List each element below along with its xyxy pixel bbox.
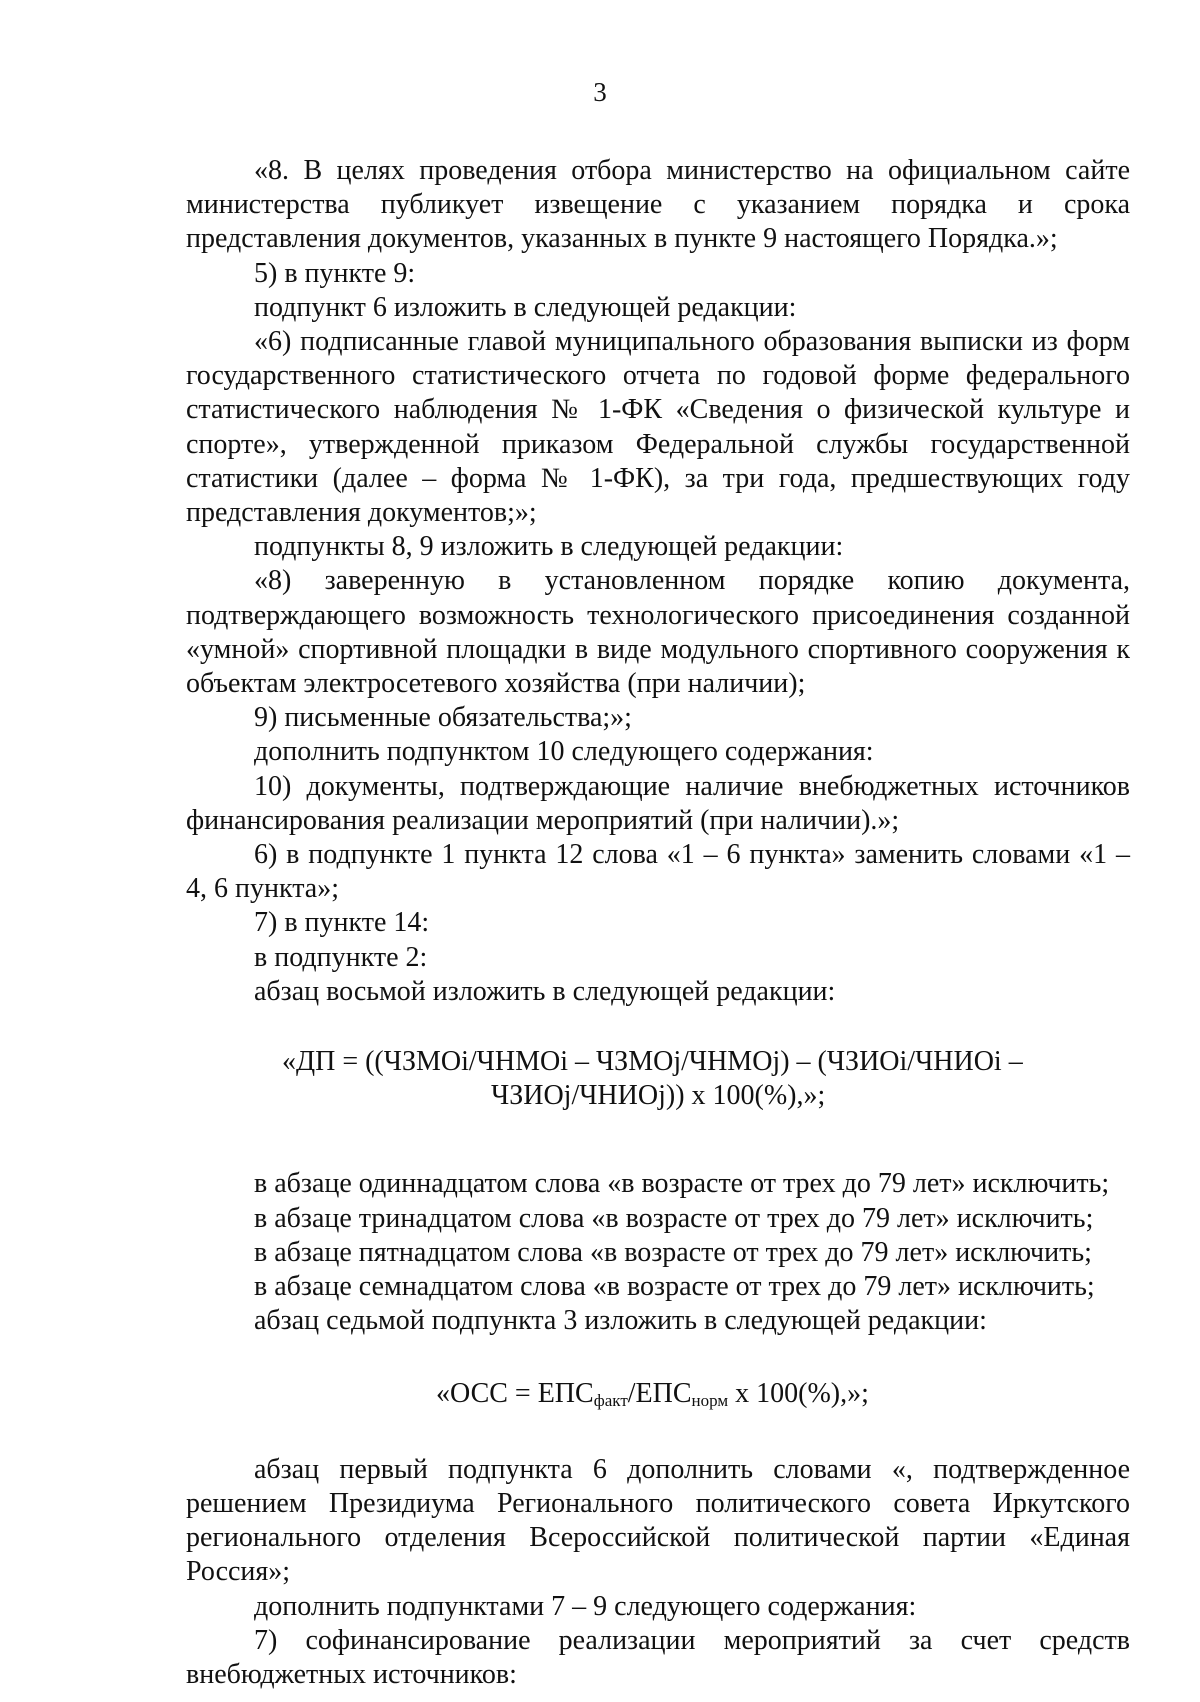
paragraph-subpoint-6-addition: абзац первый подпункта 6 дополнить словами «, подтвержденное решением Президиума Регионального политического совета Иркутского регионального отделения Всероссийской политической партии «Единая Россия»; xyxy=(186,1453,1130,1588)
paragraph-subpoint-9: 9) письменные обязательства;»; xyxy=(254,702,632,734)
paragraph-abzac-17: в абзаце семнадцатом слова «в возрасте от трех до 79 лет» исключить; xyxy=(254,1271,1095,1303)
paragraph-subpoint-7: 7) софинансирование реализации мероприятий за счет средств внебюджетных источников: xyxy=(186,1624,1130,1690)
paragraph-abzac-8-intro: абзац восьмой изложить в следующей редакции: xyxy=(254,975,836,1007)
paragraph-abzac-15: в абзаце пятнадцатом слова «в возрасте от трех до 79 лет» исключить; xyxy=(254,1236,1092,1268)
page-number: 3 xyxy=(593,77,607,107)
formula-oss-sub-norm: норм xyxy=(691,1390,729,1410)
paragraph-item-8: «8. В целях проведения отбора министерство на официальном сайте министерства публикует извещение с указанием порядка и срока представления документов, указанных в пункте 9 настоящего Порядка.»; xyxy=(186,155,1130,255)
formula-dp-line-1: «ДП = ((ЧЗМОi/ЧНМОi – ЧЗМОj/ЧНМОj) – (ЧЗИОi/ЧНИОi – xyxy=(282,1046,1023,1078)
paragraph-point-6: 6) в подпункте 1 пункта 12 слова «1 – 6 пункта» заменить словами «1 – 4, 6 пункта»; xyxy=(186,839,1130,905)
paragraph-subpoint-10: 10) документы, подтверждающие наличие внебюджетных источников финансирования реализации мероприятий (при наличии).»; xyxy=(186,770,1130,836)
paragraph-abzac-11: в абзаце одиннадцатом слова «в возрасте от трех до 79 лет» исключить; xyxy=(254,1168,1110,1200)
paragraph-subpoint-6: «6) подписанные главой муниципального образования выписки из форм государственного статистического отчета по годовой форме федерального статистического наблюдения № 1-ФК «Сведения о физической культуре и спорте», утвержденной приказом Федеральной службы государственной статистики (далее – форма № 1-ФК), за три года, предшествующих году представления документов;»; xyxy=(186,326,1130,529)
paragraph-subpoint-8: «8) заверенную в установленном порядке копию документа, подтверждающего возможность технологического присоединения созданной «умной» спортивной площадки в виде модульного спортивного сооружения к объектам электросетевого хозяйства (при наличии); xyxy=(186,565,1130,700)
formula-oss-prefix: «ОСС = ЕПС xyxy=(436,1377,594,1409)
formula-oss xyxy=(186,1377,1130,1411)
paragraph-subpoint-3-intro: абзац седьмой подпункта 3 изложить в следующей редакции: xyxy=(254,1305,987,1337)
paragraph-subpoint-2: в подпункте 2: xyxy=(254,941,428,973)
formula-dp xyxy=(186,1045,1130,1113)
paragraph-point-7: 7) в пункте 14: xyxy=(254,907,430,939)
paragraph-subpoint-10-intro: дополнить подпунктом 10 следующего содержания: xyxy=(254,736,874,768)
formula-oss-sub-fact: факт xyxy=(593,1390,628,1410)
formula-oss-mid: /ЕПС xyxy=(627,1377,692,1409)
formula-dp-line-2: ЧЗИОj/ЧНИОj)) x 100(%),»; xyxy=(491,1080,826,1112)
paragraph-abzac-13: в абзаце тринадцатом слова «в возрасте от трех до 79 лет» исключить; xyxy=(254,1202,1094,1234)
paragraph-subpoints-8-9-intro: подпункты 8, 9 изложить в следующей редакции: xyxy=(254,531,844,563)
document-body xyxy=(186,154,1130,1692)
paragraph-subpoints-7-9-intro: дополнить подпунктами 7 – 9 следующего содержания: xyxy=(254,1590,917,1622)
formula-oss-suffix: x 100(%),»; xyxy=(728,1377,869,1409)
paragraph-point-5: 5) в пункте 9: xyxy=(254,257,416,289)
paragraph-subpoint-6-intro: подпункт 6 изложить в следующей редакции: xyxy=(254,291,797,323)
